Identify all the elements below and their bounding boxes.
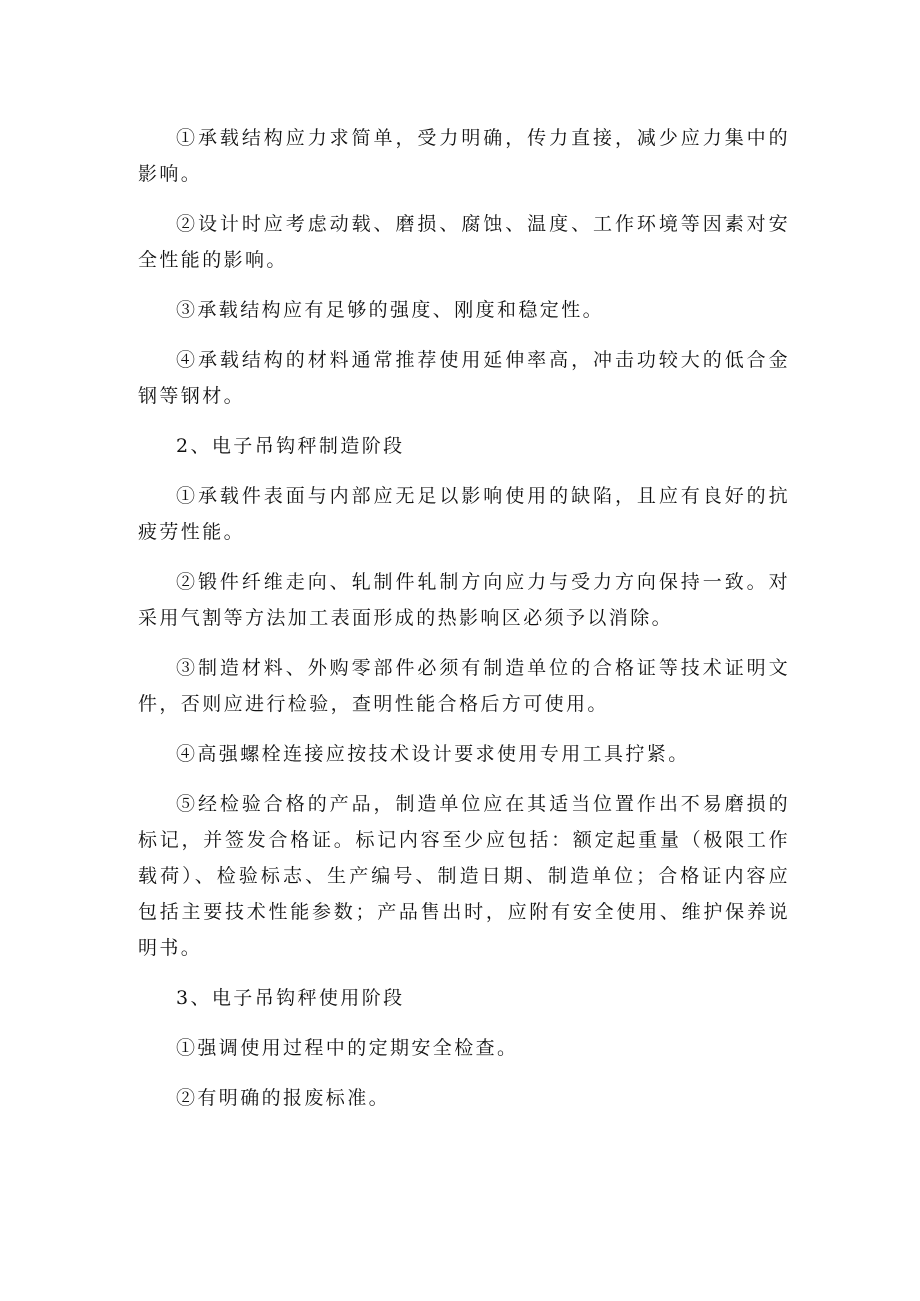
paragraph-usage-2: ②有明确的报废标准。 [176,1087,391,1109]
paragraph-manufacturing-3: ③制造材料、外购零部件必须有制造单位的合格证等技术证明文件，否则应进行检验，查明性能合格后方可使用。 [138,657,790,715]
paragraph-usage-1: ①强调使用过程中的定期安全检查。 [176,1037,519,1059]
paragraph-manufacturing-4: ④高强螺栓连接应按技术设计要求使用专用工具拧紧。 [176,743,690,765]
paragraph-design-2: ②设计时应考虑动载、磨损、腐蚀、温度、工作环境等因素对安全性能的影响。 [138,213,790,271]
paragraph-manufacturing-1: ①承载件表面与内部应无足以影响使用的缺陷，且应有良好的抗疲劳性能。 [138,485,790,543]
paragraph-design-4: ④承载结构的材料通常推荐使用延伸率高，冲击功较大的低合金钢等钢材。 [138,349,790,407]
paragraph-manufacturing-5: ⑤经检验合格的产品，制造单位应在其适当位置作出不易磨损的标记，并签发合格证。标记内容至少应包括：额定起重量（极限工作载荷）、检验标志、生产编号、制造日期、制造单位；合格证内容应包括主要技术性能参数；产品售出时，应附有安全使用、维护保养说明书。 [138,793,790,959]
paragraph-design-3: ③承载结构应有足够的强度、刚度和稳定性。 [176,299,605,321]
paragraph-design-1: ①承载结构应力求简单，受力明确，传力直接，减少应力集中的影响。 [138,127,790,185]
paragraph-manufacturing-2: ②锻件纤维走向、轧制件轧制方向应力与受力方向保持一致。对采用气割等方法加工表面形成的热影响区必须予以消除。 [138,571,790,629]
document-body [138,120,790,1116]
section-heading-manufacturing: 2、电子吊钩秤制造阶段 [176,435,405,457]
section-heading-usage: 3、电子吊钩秤使用阶段 [176,987,405,1009]
